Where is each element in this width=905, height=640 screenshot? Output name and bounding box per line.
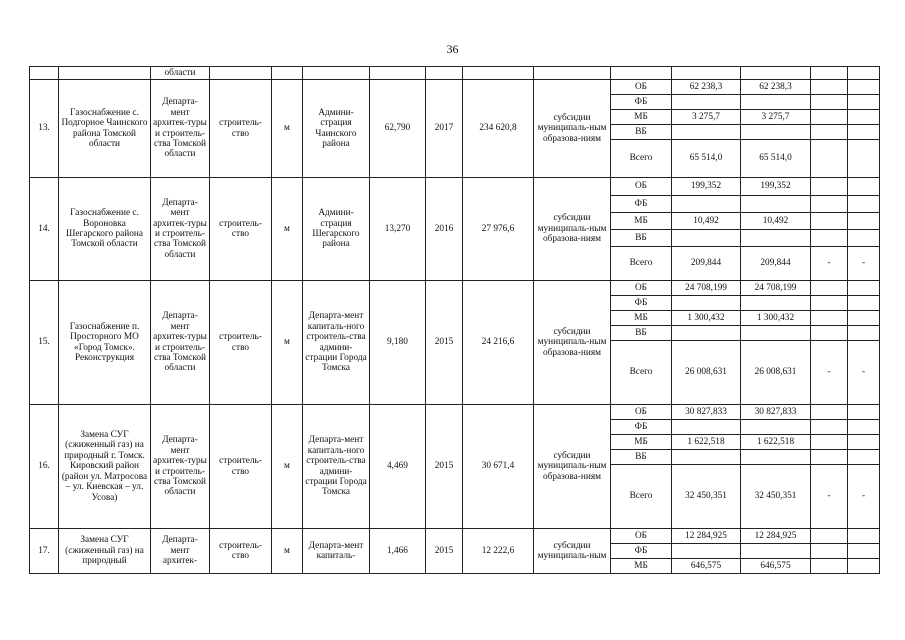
amount-following-year bbox=[848, 420, 880, 435]
amount-total: 62 238,3 bbox=[672, 80, 741, 95]
capacity-value: 62,790 bbox=[370, 80, 426, 178]
row-index: 13. bbox=[30, 80, 59, 178]
table-row bbox=[30, 281, 880, 296]
estimated-cost: 30 671,4 bbox=[463, 405, 534, 529]
amount-year bbox=[741, 450, 811, 465]
financing-form: субсидии муниципаль-ным образова-ниям bbox=[534, 178, 611, 281]
amount-next-year bbox=[811, 230, 848, 247]
amount-next-year bbox=[811, 311, 848, 326]
amount-total: 10,492 bbox=[672, 213, 741, 230]
amount-total: 199,352 bbox=[672, 178, 741, 196]
amount-following-year bbox=[848, 311, 880, 326]
estimated-cost: 24 216,6 bbox=[463, 281, 534, 405]
funding-source: Всего bbox=[611, 247, 672, 281]
object-name: Замена СУГ (сжиженный газ) на природный bbox=[59, 529, 151, 574]
year: 2016 bbox=[426, 178, 463, 281]
amount-year: 1 622,518 bbox=[741, 435, 811, 450]
customer-name: Департа-мент архитек-туры и строитель-ства Томской области bbox=[151, 178, 210, 281]
amount-year bbox=[741, 544, 811, 559]
work-type: строитель-ство bbox=[210, 529, 272, 574]
amount-year: 24 708,199 bbox=[741, 281, 811, 296]
amount-next-year bbox=[811, 80, 848, 95]
amount-year: 62 238,3 bbox=[741, 80, 811, 95]
amount-following-year: - bbox=[848, 341, 880, 405]
unit: м bbox=[272, 80, 303, 178]
capacity-value: 1,466 bbox=[370, 529, 426, 574]
funding-source: ВБ bbox=[611, 125, 672, 140]
amount-year: 209,844 bbox=[741, 247, 811, 281]
year: 2015 bbox=[426, 281, 463, 405]
amount-total: 12 284,925 bbox=[672, 529, 741, 544]
amount-total bbox=[672, 196, 741, 213]
estimated-cost: 234 620,8 bbox=[463, 80, 534, 178]
amount-next-year: - bbox=[811, 247, 848, 281]
amount-total: 30 827,833 bbox=[672, 405, 741, 420]
amount-year: 26 008,631 bbox=[741, 341, 811, 405]
amount-year: 10,492 bbox=[741, 213, 811, 230]
funding-source: ФБ bbox=[611, 420, 672, 435]
unit: м bbox=[272, 405, 303, 529]
funding-source: ВБ bbox=[611, 450, 672, 465]
amount-next-year bbox=[811, 544, 848, 559]
amount-following-year bbox=[848, 80, 880, 95]
amount-following-year bbox=[848, 140, 880, 178]
amount-next-year bbox=[811, 281, 848, 296]
work-type: строитель-ство bbox=[210, 80, 272, 178]
amount-year bbox=[741, 296, 811, 311]
executor-name: Департа-мент капиталь-ного строитель-ства админи-страции Города Томска bbox=[303, 281, 370, 405]
funding-source: МБ bbox=[611, 213, 672, 230]
capacity-value: 13,270 bbox=[370, 178, 426, 281]
table-row bbox=[30, 80, 880, 95]
estimated-cost: 27 976,6 bbox=[463, 178, 534, 281]
amount-total: 646,575 bbox=[672, 559, 741, 574]
amount-total bbox=[672, 450, 741, 465]
amount-next-year bbox=[811, 420, 848, 435]
customer-name: Департа-мент архитек-туры и строитель-ства Томской области bbox=[151, 80, 210, 178]
amount-following-year bbox=[848, 405, 880, 420]
amount-total: 209,844 bbox=[672, 247, 741, 281]
row-index: 15. bbox=[30, 281, 59, 405]
financing-form: субсидии муниципаль-ным образова-ниям bbox=[534, 281, 611, 405]
amount-next-year bbox=[811, 110, 848, 125]
amount-year: 3 275,7 bbox=[741, 110, 811, 125]
amount-total: 24 708,199 bbox=[672, 281, 741, 296]
amount-year: 199,352 bbox=[741, 178, 811, 196]
object-name: Замена СУГ (сжиженный газ) на природный г. Томск. Кировский район (район ул. Матросова – ул. Киевская – ул. Усова) bbox=[59, 405, 151, 529]
amount-next-year bbox=[811, 213, 848, 230]
executor-name: Админи-страция Шегарского района bbox=[303, 178, 370, 281]
funding-source: ОБ bbox=[611, 178, 672, 196]
table-row bbox=[30, 529, 880, 544]
financing-form: субсидии муниципаль-ным образова-ниям bbox=[534, 405, 611, 529]
amount-following-year bbox=[848, 529, 880, 544]
amount-total bbox=[672, 125, 741, 140]
amount-total bbox=[672, 230, 741, 247]
amount-next-year bbox=[811, 450, 848, 465]
table-row bbox=[30, 405, 880, 420]
work-type: строитель-ство bbox=[210, 405, 272, 529]
amount-year: 646,575 bbox=[741, 559, 811, 574]
amount-total bbox=[672, 420, 741, 435]
funding-source: МБ bbox=[611, 311, 672, 326]
amount-following-year bbox=[848, 230, 880, 247]
amount-following-year bbox=[848, 213, 880, 230]
customer-name: Департа-мент архитек-туры и строитель-ства Томской области bbox=[151, 281, 210, 405]
amount-following-year bbox=[848, 559, 880, 574]
amount-total: 32 450,351 bbox=[672, 465, 741, 529]
amount-following-year bbox=[848, 125, 880, 140]
amount-year bbox=[741, 125, 811, 140]
amount-year bbox=[741, 326, 811, 341]
amount-total bbox=[672, 95, 741, 110]
amount-year: 1 300,432 bbox=[741, 311, 811, 326]
row-index: 17. bbox=[30, 529, 59, 574]
funding-source: ОБ bbox=[611, 405, 672, 420]
funding-source: Всего bbox=[611, 140, 672, 178]
amount-year bbox=[741, 230, 811, 247]
amount-total bbox=[672, 544, 741, 559]
amount-next-year bbox=[811, 435, 848, 450]
amount-total bbox=[672, 326, 741, 341]
funding-source: Всего bbox=[611, 341, 672, 405]
amount-year: 32 450,351 bbox=[741, 465, 811, 529]
funding-source: ОБ bbox=[611, 80, 672, 95]
amount-year bbox=[741, 196, 811, 213]
amount-next-year bbox=[811, 529, 848, 544]
year: 2017 bbox=[426, 80, 463, 178]
amount-following-year bbox=[848, 281, 880, 296]
financing-form: субсидии муниципаль-ным образова-ниям bbox=[534, 80, 611, 178]
amount-year: 65 514,0 bbox=[741, 140, 811, 178]
amount-following-year bbox=[848, 296, 880, 311]
program-table bbox=[29, 66, 880, 574]
amount-next-year bbox=[811, 296, 848, 311]
amount-following-year bbox=[848, 544, 880, 559]
unit: м bbox=[272, 529, 303, 574]
funding-source: ВБ bbox=[611, 230, 672, 247]
funding-source: ФБ bbox=[611, 95, 672, 110]
work-type: строитель-ство bbox=[210, 178, 272, 281]
amount-next-year bbox=[811, 405, 848, 420]
continuation-row bbox=[30, 67, 880, 80]
page-number: 36 bbox=[446, 42, 459, 56]
executor-name: Департа-мент капиталь- bbox=[303, 529, 370, 574]
amount-next-year: - bbox=[811, 465, 848, 529]
year: 2015 bbox=[426, 405, 463, 529]
amount-year: 12 284,925 bbox=[741, 529, 811, 544]
amount-next-year bbox=[811, 196, 848, 213]
amount-following-year bbox=[848, 95, 880, 110]
amount-following-year bbox=[848, 196, 880, 213]
executor-name: Департа-мент капиталь-ного строитель-ства админи-страции Города Томска bbox=[303, 405, 370, 529]
work-type: строитель-ство bbox=[210, 281, 272, 405]
amount-following-year bbox=[848, 435, 880, 450]
amount-total: 3 275,7 bbox=[672, 110, 741, 125]
funding-source: ФБ bbox=[611, 296, 672, 311]
row-index: 14. bbox=[30, 178, 59, 281]
capacity-value: 9,180 bbox=[370, 281, 426, 405]
amount-year: 30 827,833 bbox=[741, 405, 811, 420]
object-name: Газоснабжение с. Подгорное Чаинского района Томской области bbox=[59, 80, 151, 178]
amount-total: 65 514,0 bbox=[672, 140, 741, 178]
funding-source: ВБ bbox=[611, 326, 672, 341]
amount-total: 26 008,631 bbox=[672, 341, 741, 405]
amount-total: 1 300,432 bbox=[672, 311, 741, 326]
amount-total bbox=[672, 296, 741, 311]
amount-following-year bbox=[848, 450, 880, 465]
funding-source: ОБ bbox=[611, 281, 672, 296]
amount-following-year: - bbox=[848, 247, 880, 281]
funding-source: ФБ bbox=[611, 544, 672, 559]
amount-next-year bbox=[811, 178, 848, 196]
table-row bbox=[30, 178, 880, 196]
year: 2015 bbox=[426, 529, 463, 574]
funding-source: ОБ bbox=[611, 529, 672, 544]
customer-name: Департа-мент архитек-туры и строитель-ства Томской области bbox=[151, 405, 210, 529]
unit: м bbox=[272, 281, 303, 405]
estimated-cost: 12 222,6 bbox=[463, 529, 534, 574]
amount-following-year: - bbox=[848, 465, 880, 529]
row-index: 16. bbox=[30, 405, 59, 529]
amount-next-year: - bbox=[811, 341, 848, 405]
amount-next-year bbox=[811, 140, 848, 178]
capacity-value: 4,469 bbox=[370, 405, 426, 529]
object-name: Газоснабжение п. Просторного МО «Город Томск». Реконструкция bbox=[59, 281, 151, 405]
funding-source: МБ bbox=[611, 559, 672, 574]
amount-year bbox=[741, 95, 811, 110]
amount-following-year bbox=[848, 178, 880, 196]
amount-total: 1 622,518 bbox=[672, 435, 741, 450]
funding-source: МБ bbox=[611, 110, 672, 125]
funding-source: Всего bbox=[611, 465, 672, 529]
financing-form: субсидии муниципаль-ным bbox=[534, 529, 611, 574]
amount-next-year bbox=[811, 125, 848, 140]
funding-source: ФБ bbox=[611, 196, 672, 213]
amount-next-year bbox=[811, 95, 848, 110]
amount-next-year bbox=[811, 559, 848, 574]
amount-year bbox=[741, 420, 811, 435]
amount-next-year bbox=[811, 326, 848, 341]
object-name: Газоснабжение с. Вороновка Шегарского района Томской области bbox=[59, 178, 151, 281]
unit: м bbox=[272, 178, 303, 281]
executor-name: Админи-страция Чаинского района bbox=[303, 80, 370, 178]
amount-following-year bbox=[848, 110, 880, 125]
customer-name: Департа-мент архитек- bbox=[151, 529, 210, 574]
funding-source: МБ bbox=[611, 435, 672, 450]
continuation-customer: области bbox=[151, 67, 210, 80]
amount-following-year bbox=[848, 326, 880, 341]
